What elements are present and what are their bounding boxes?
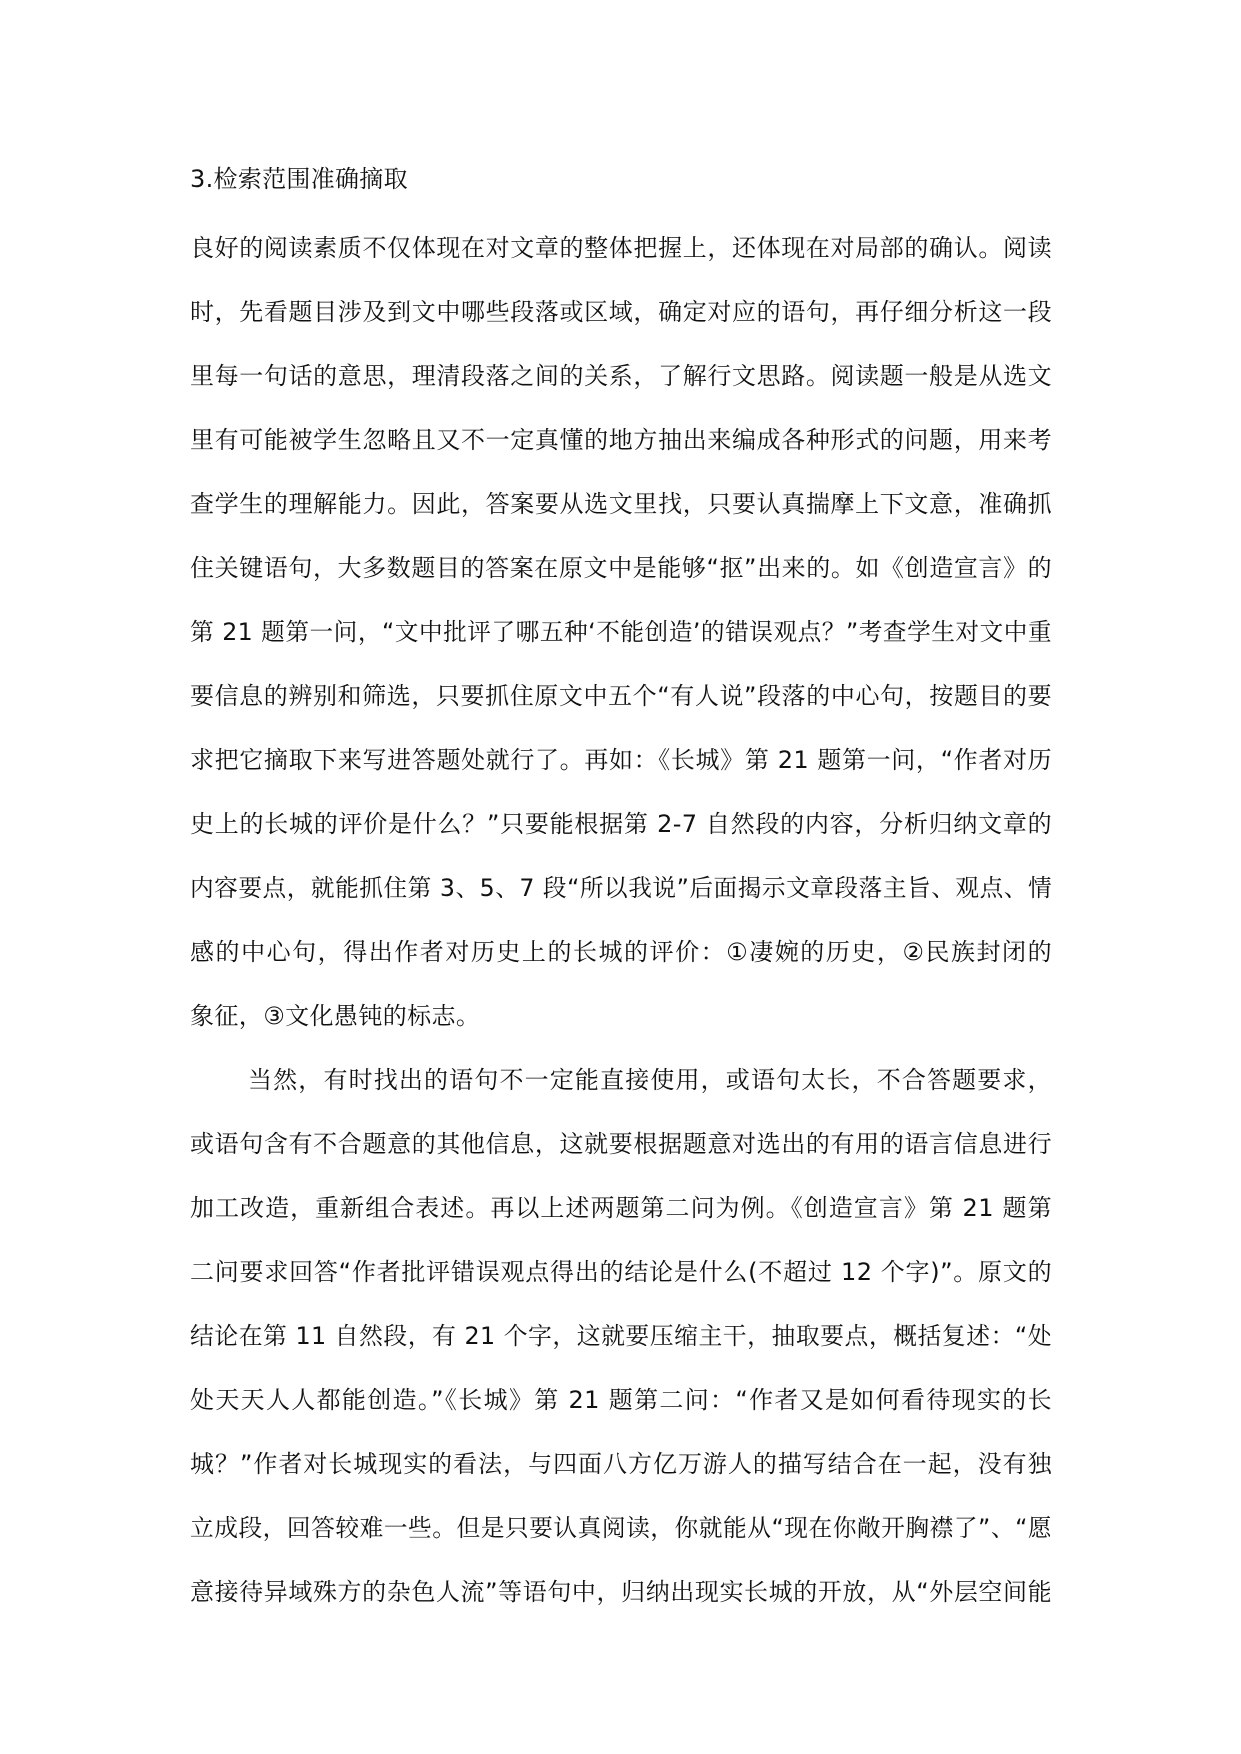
paragraph-1-line: 要信息的辨别和筛选，只要抓住原文中五个“有人说”段落的中心句，按题目的要	[190, 682, 1052, 710]
paragraph-2-line: 加工改造，重新组合表述。再以上述两题第二问为例。《创造宣言》第 21 题第	[190, 1194, 1052, 1222]
section-heading: 3.检索范围准确摘取	[190, 165, 408, 193]
paragraph-2-line: 意接待异域殊方的杂色人流”等语句中，归纳出现实长城的开放，从“外层空间能	[190, 1578, 1052, 1606]
paragraph-1-line: 查学生的理解能力。因此，答案要从选文里找，只要认真揣摩上下文意，准确抓	[190, 490, 1052, 518]
paragraph-1-line: 良好的阅读素质不仅体现在对文章的整体把握上，还体现在对局部的确认。阅读	[190, 234, 1052, 262]
paragraph-1-line: 里有可能被学生忽略且又不一定真懂的地方抽出来编成各种形式的问题，用来考	[190, 426, 1052, 454]
paragraph-1-line: 求把它摘取下来写进答题处就行了。再如：《长城》第 21 题第一问，“作者对历	[190, 746, 1052, 774]
paragraph-2-line: 立成段，回答较难一些。但是只要认真阅读，你就能从“现在你敞开胸襟了”、“愿	[190, 1514, 1052, 1542]
paragraph-1-line: 内容要点，就能抓住第 3、5、7 段“所以我说”后面揭示文章段落主旨、观点、情	[190, 874, 1052, 902]
paragraph-2-line: 当然，有时找出的语句不一定能直接使用，或语句太长，不合答题要求，	[248, 1066, 1052, 1094]
paragraph-1	[190, 216, 1052, 1048]
paragraph-2-line: 二问要求回答“作者批评错误观点得出的结论是什么(不超过 12 个字)”。原文的	[190, 1258, 1052, 1286]
paragraph-1-line: 象征，③文化愚钝的标志。	[190, 1002, 481, 1030]
paragraph-1-line: 第 21 题第一问，“文中批评了哪五种‘不能创造’的错误观点？”考查学生对文中重	[190, 618, 1052, 646]
paragraph-1-line: 住关键语句，大多数题目的答案在原文中是能够“抠”出来的。如《创造宣言》的	[190, 554, 1052, 582]
paragraph-2-line: 城？”作者对长城现实的看法，与四面八方亿万游人的描写结合在一起，没有独	[190, 1450, 1052, 1478]
paragraph-2	[190, 1048, 1052, 1624]
paragraph-1-line: 时，先看题目涉及到文中哪些段落或区域，确定对应的语句，再仔细分析这一段	[190, 298, 1052, 326]
paragraph-2-line: 处天天人人都能创造。”《长城》第 21 题第二问：“作者又是如何看待现实的长	[190, 1386, 1052, 1414]
document-body	[190, 160, 1052, 1624]
paragraph-1-line: 里每一句话的意思，理清段落之间的关系，了解行文思路。阅读题一般是从选文	[190, 362, 1052, 390]
paragraph-2-line: 结论在第 11 自然段，有 21 个字，这就要压缩主干，抽取要点，概括复述：“处	[190, 1322, 1052, 1350]
paragraph-1-line: 感的中心句，得出作者对历史上的长城的评价：①凄婉的历史，②民族封闭的	[190, 938, 1052, 966]
paragraph-2-line: 或语句含有不合题意的其他信息，这就要根据题意对选出的有用的语言信息进行	[190, 1130, 1052, 1158]
paragraph-1-line: 史上的长城的评价是什么？”只要能根据第 2-7 自然段的内容，分析归纳文章的	[190, 810, 1052, 838]
